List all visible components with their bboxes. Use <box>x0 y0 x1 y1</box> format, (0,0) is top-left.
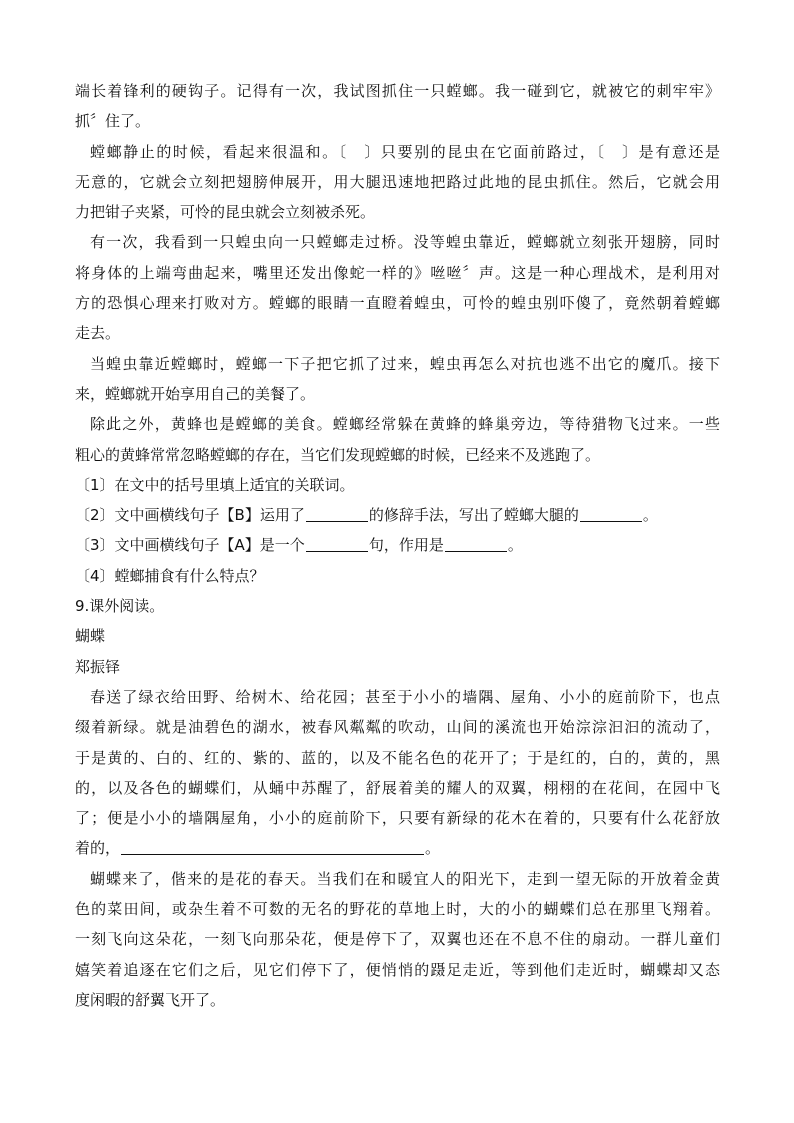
paragraph-line: 蝴蝶来了，偕来的是花的春天。当我们在和暖宜人的阳光下，走到一望无际的开放着金黄 <box>90 869 720 888</box>
question-3-text-b: 句，作用是 <box>368 536 444 555</box>
paragraph-line: 来，螳螂就开始享用自己的美餐了。 <box>75 384 316 403</box>
question-2-text-a: 〔2〕文中画横线句子【B】运用了 <box>75 506 305 525</box>
paragraph-line: 螳螂静止的时候，看起来很温和。〔 〕只要别的昆虫在它面前路过，〔 〕是有意还是 <box>90 142 720 161</box>
paragraph-line: 将身体的上端弯曲起来，嘴里还发出像蛇一样的》咝咝〞声。这是一种心理战术，是利用对 <box>75 263 720 282</box>
question-1: 〔1〕在文中的括号里填上适宜的关联词。 <box>75 475 355 494</box>
paragraph-line <box>75 833 720 863</box>
paragraph-line: 方的恐惧心理来打败对方。螳螂的眼睛一直瞪着蝗虫，可怜的蝗虫别吓傻了，竟然朝着螳螂 <box>75 294 720 313</box>
paragraph-line: 春送了绿衣给田野、给树木、给花园；甚至于小小的墙隅、屋角、小小的庭前阶下，也点 <box>90 687 720 706</box>
question-3-text-a: 〔3〕文中画横线句子【A】是一个 <box>75 536 305 555</box>
paragraph-line: 了；便是小小的墙隅屋角，小小的庭前阶下，只要有新绿的花木在着的，只要有什么花舒放 <box>75 809 720 828</box>
section-heading: 9.课外阅读。 <box>75 597 165 616</box>
answer-blank[interactable] <box>580 506 642 522</box>
question-3-text-c: 。 <box>507 536 523 555</box>
paragraph-line: 力把钳子夹紧，可怜的昆虫就会立刻被杀死。 <box>75 203 376 222</box>
paragraph-line: 端长着锋利的硬钩子。记得有一次，我试图抓住一只螳螂。我一碰到它，就被它的刺牢牢》 <box>75 82 720 100</box>
paragraph-line: 粗心的黄蜂常常忽略螳螂的存在，当它们发现螳螂的时候，已经来不及逃跑了。 <box>75 445 601 464</box>
article-title: 蝴蝶 <box>75 627 106 646</box>
paragraph-line: 于是黄的、白的、红的、紫的、蓝的，以及不能名色的花开了；于是红的，白的，黄的，黑 <box>75 748 720 767</box>
paragraph-line: 一刻飞向这朵花，一刻飞向那朵花，便是停下了，双翼也还在不息不住的扇动。一群儿童们 <box>75 930 720 949</box>
paragraph-line: 除此之外，黄蜂也是螳螂的美食。螳螂经常躲在黄蜂的蜂巢旁边，等待猎物飞过来。一些 <box>90 415 720 434</box>
article-author: 郑振铎 <box>75 657 121 676</box>
paragraph-line: 色的菜田间，或杂生着不可数的无名的野花的草地上时，大的小的蝴蝶们总在那里飞翔着。 <box>75 900 720 919</box>
document-page <box>75 76 720 1015</box>
paragraph-line: 无意的，它就会立刻把翅膀伸展开，用大腿迅速地把路过此地的昆虫抓住。然后，它就会用 <box>75 172 720 191</box>
question-3 <box>75 530 720 560</box>
answer-blank[interactable] <box>121 839 424 855</box>
question-2 <box>75 500 720 530</box>
question-4: 〔4〕螳螂捕食有什么特点？ <box>75 566 265 585</box>
answer-blank[interactable] <box>306 506 368 522</box>
paragraph-line-text: 着的， <box>75 839 121 858</box>
paragraph-line-end: 。 <box>425 839 441 858</box>
paragraph-line: 抓〞住了。 <box>75 112 151 131</box>
answer-blank[interactable] <box>445 536 507 552</box>
paragraph-line: 度闲暇的舒翼飞开了。 <box>75 990 226 1009</box>
paragraph-line: 缀着新绿。就是油碧色的湖水，被春风粼粼的吹动，山间的溪流也开始淙淙汩汩的流动了， <box>75 718 720 737</box>
paragraph-line: 的，以及各色的蝴蝶们，从蛹中苏醒了，舒展着美的耀人的双翼，栩栩的在花间，在园中飞 <box>75 778 720 797</box>
question-2-text-b: 的修辞手法，写出了螳螂大腿的 <box>368 506 579 525</box>
question-2-text-c: 。 <box>642 506 658 525</box>
paragraph-line: 当蝗虫靠近螳螂时，螳螂一下子把它抓了过来，蝗虫再怎么对抗也逃不出它的魔爪。接下 <box>90 354 720 373</box>
answer-blank[interactable] <box>306 536 368 552</box>
paragraph-line: 走去。 <box>75 324 121 343</box>
paragraph-line: 有一次，我看到一只蝗虫向一只螳螂走过桥。没等蝗虫靠近，螳螂就立刻张开翅膀，同时 <box>90 233 720 252</box>
paragraph-line: 嬉笑着追逐在它们之后，见它们停下了，便悄悄的蹑足走近，等到他们走近时，蝴蝶却又态 <box>75 960 720 979</box>
